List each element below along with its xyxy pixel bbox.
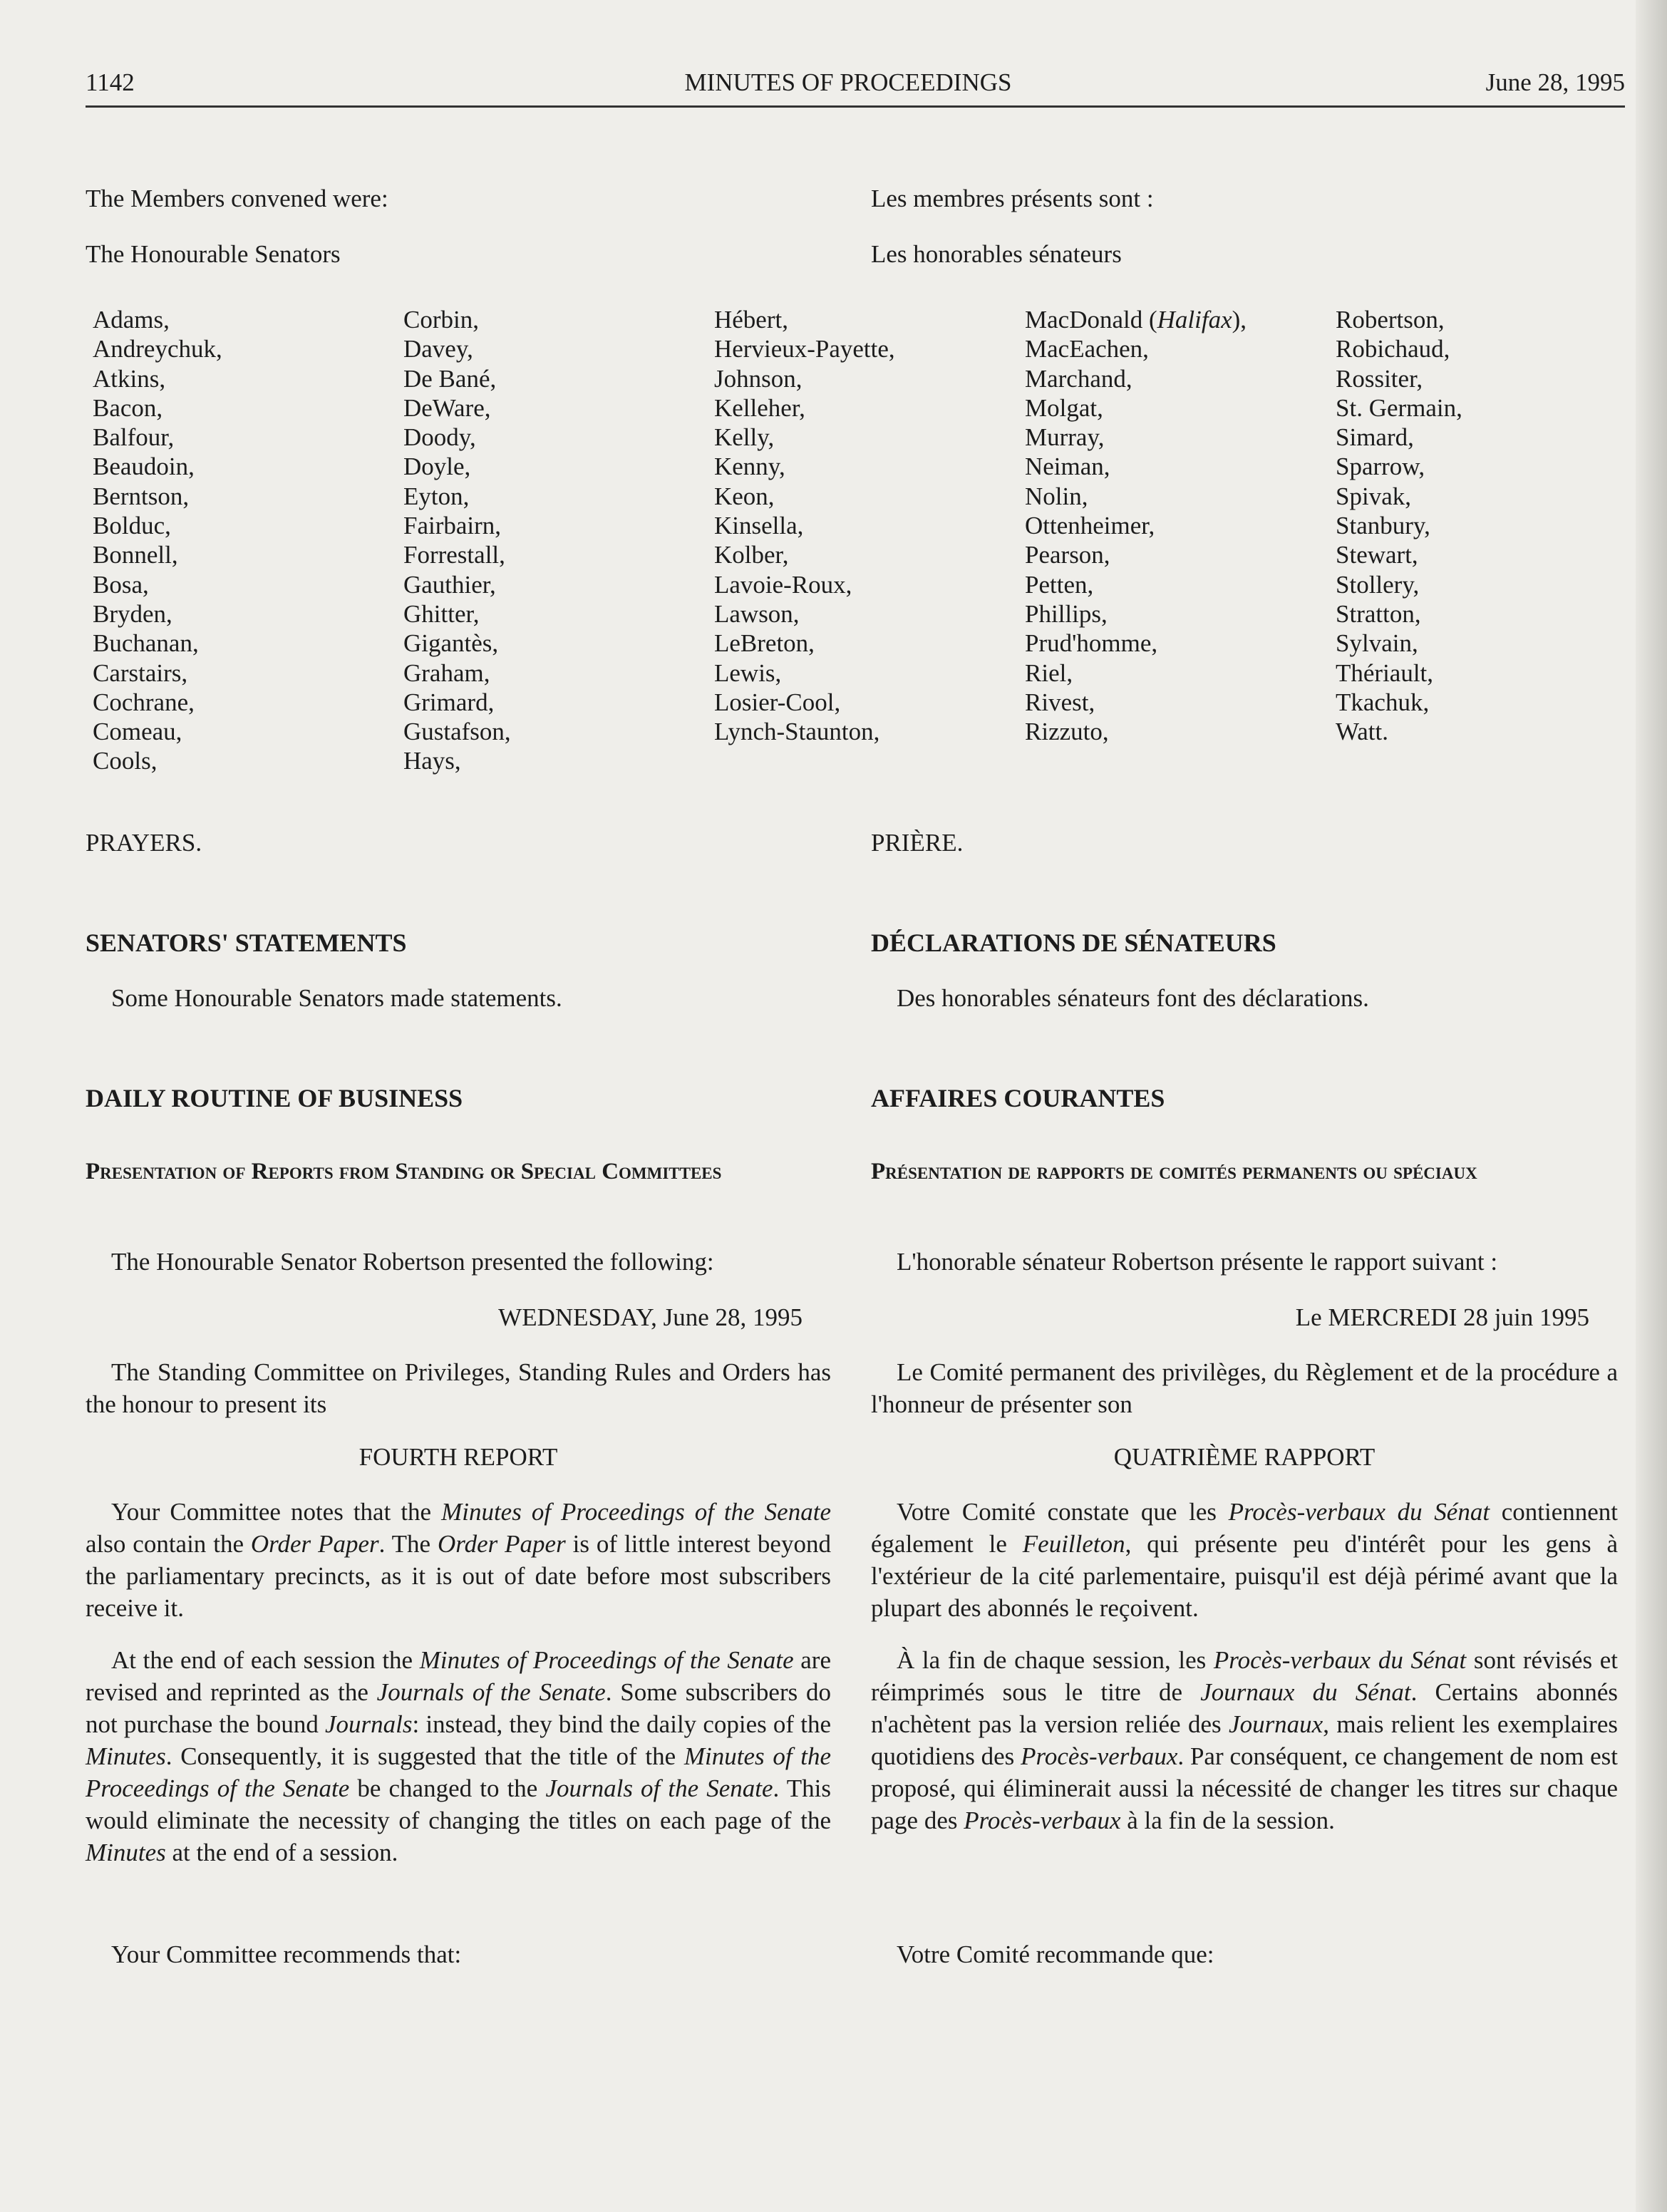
- presented-en: The Honourable Senator Robertson presented the following:: [111, 1248, 714, 1276]
- senator-column-4: [1025, 305, 1247, 746]
- senator-name: Fairbairn,: [403, 512, 502, 540]
- honourable-senators-fr: Les honorables sénateurs: [871, 240, 1122, 268]
- senator-name: Gustafson,: [403, 718, 511, 746]
- reports-heading-fr: Présentation de rapports de comités permanents ou spéciaux: [871, 1159, 1477, 1184]
- senator-name: Stewart,: [1336, 541, 1418, 569]
- senator-name: Bosa,: [93, 570, 149, 599]
- prayers-en: PRAYERS.: [86, 829, 202, 857]
- senator-name: Beaudoin,: [93, 453, 195, 481]
- paragraph-2-fr: À la fin de chaque session, les Procès-verbaux du Sénat sont révisés et réimprimés sous le titre de Journaux du Sénat. Certains abonnés n'achètent pas la version reliée des Journaux, mais relient les exemplaires quotidiens des Procès-verbaux. Par conséquent, ce changement de nom est proposé, qui éliminerait aussi la nécessité de changer les titres sur chaque page des Procès-verbaux à la fin de la session.: [871, 1646, 1619, 1834]
- senator-name: Rizzuto,: [1025, 718, 1109, 746]
- recommends-fr: Votre Comité recommande que:: [897, 1940, 1214, 1968]
- senator-name: Bryden,: [93, 599, 172, 628]
- senator-name: Kelly,: [714, 423, 775, 452]
- senator-name: Hervieux-Payette,: [714, 335, 895, 363]
- senator-name: Thériault,: [1336, 658, 1434, 687]
- senator-name: Ottenheimer,: [1025, 512, 1155, 540]
- committee-intro-fr: Le Comité permanent des privilèges, du Règlement et de la procédure a l'honneur de présenter son: [871, 1358, 1618, 1418]
- statements-text-fr: Des honorables sénateurs font des déclarations.: [897, 984, 1369, 1012]
- prayers-fr: PRIÈRE.: [871, 829, 964, 857]
- senator-name: Cools,: [93, 747, 158, 775]
- senator-name: Petten,: [1025, 570, 1094, 599]
- senator-name: Buchanan,: [93, 629, 199, 658]
- members-intro-fr: Les membres présents sont :: [871, 185, 1154, 212]
- senator-name: Stratton,: [1336, 599, 1421, 628]
- senator-name: [1025, 305, 1247, 334]
- page-edge-shadow: [1636, 0, 1667, 2212]
- senator-name: St. Germain,: [1336, 393, 1462, 422]
- senator-name: LeBreton,: [714, 629, 815, 658]
- senator-name: Balfour,: [93, 423, 175, 452]
- senator-name: Molgat,: [1025, 393, 1103, 422]
- senator-name: Spivak,: [1336, 482, 1411, 510]
- senator-name: Robichaud,: [1336, 335, 1450, 363]
- senator-name: Rossiter,: [1336, 364, 1423, 393]
- senator-column-5: [1336, 305, 1462, 746]
- senator-name: Nolin,: [1025, 482, 1088, 510]
- senator-name: Andreychuk,: [93, 335, 222, 363]
- senator-name: Simard,: [1336, 423, 1414, 452]
- statements-heading-fr: DÉCLARATIONS DE SÉNATEURS: [871, 929, 1276, 957]
- senator-name: Bolduc,: [93, 512, 171, 540]
- senator-name: Forrestall,: [403, 541, 505, 569]
- senator-name: Sparrow,: [1336, 453, 1425, 481]
- routine-heading-en: DAILY ROUTINE OF BUSINESS: [86, 1084, 463, 1112]
- paragraph-1-fr: Votre Comité constate que les Procès-verbaux du Sénat contiennent également le Feuilleton, qui présente peu d'intérêt pour les gens à l'extérieur de la cité parlementaire, puisqu'il est déjà périmé avant que la plupart des abonnés le reçoivent.: [871, 1498, 1618, 1622]
- committee-intro-en: The Standing Committee on Privileges, Standing Rules and Orders has the honour to present its: [86, 1358, 831, 1418]
- senator-name: Watt.: [1336, 718, 1388, 746]
- senator-name: Corbin,: [403, 306, 479, 334]
- page-date: June 28, 1995: [1485, 68, 1625, 96]
- statements-heading-en: SENATORS' STATEMENTS: [86, 929, 407, 957]
- senator-name: Lynch-Staunton,: [714, 718, 880, 746]
- paragraph-1-en: Your Committee notes that the Minutes of Proceedings of the Senate also contain the Order Paper. The Order Paper is of little interest beyond the parliamentary precincts, as it is out of date before most subscribers receive it.: [86, 1498, 831, 1622]
- senator-column-1: [93, 305, 222, 776]
- senator-name: Stollery,: [1336, 570, 1420, 599]
- senator-name: Neiman,: [1025, 453, 1110, 481]
- senator-name: Doyle,: [403, 453, 471, 481]
- routine-heading-fr: AFFAIRES COURANTES: [871, 1084, 1165, 1112]
- senator-name: Comeau,: [93, 718, 182, 746]
- senator-name: Kenny,: [714, 453, 785, 481]
- senator-name: Johnson,: [714, 364, 802, 393]
- senator-name: Carstairs,: [93, 658, 188, 687]
- senator-column-2: [403, 305, 511, 776]
- senator-name: Tkachuk,: [1336, 688, 1430, 716]
- senator-name: Lewis,: [714, 658, 782, 687]
- senator-name: Bonnell,: [93, 541, 178, 569]
- senator-name: DeWare,: [403, 393, 491, 422]
- senator-name: Stanbury,: [1336, 512, 1430, 540]
- senator-name: Eyton,: [403, 482, 470, 510]
- senator-name: Marchand,: [1025, 364, 1132, 393]
- honourable-senators-en: The Honourable Senators: [86, 240, 341, 268]
- reports-heading-en: Presentation of Reports from Standing or Special Committees: [86, 1159, 722, 1184]
- senator-name: Sylvain,: [1336, 629, 1418, 658]
- senator-name: Kinsella,: [714, 512, 804, 540]
- senator-name: Phillips,: [1025, 599, 1108, 628]
- senator-name: Rivest,: [1025, 688, 1095, 716]
- report-date-en: WEDNESDAY, June 28, 1995: [498, 1303, 802, 1331]
- senator-name: Atkins,: [93, 364, 166, 393]
- senator-name: Hébert,: [714, 306, 788, 334]
- members-intro-en: The Members convened were:: [86, 185, 388, 212]
- paragraph-2-en: At the end of each session the Minutes of Proceedings of the Senate are revised and reprinted as the Journals of the Senate. Some subscribers do not purchase the bound Journals: instead, they bind the daily copies of the Minutes. Consequently, it is suggested that the title of the Minutes of the Proceedings of the Senate be changed to the Journals of the Senate. This would eliminate the necessity of changing the titles on each page of the Minutes at the end of a session.: [86, 1646, 831, 1866]
- page-number: 1142: [86, 68, 135, 96]
- senator-name: Ghitter,: [403, 599, 480, 628]
- senator-name: Davey,: [403, 335, 473, 363]
- report-date-fr: Le MERCREDI 28 juin 1995: [1295, 1303, 1589, 1331]
- senator-name: Kelleher,: [714, 393, 805, 422]
- senator-name: Adams,: [93, 306, 170, 334]
- senator-name: De Bané,: [403, 364, 497, 393]
- senator-name: Losier-Cool,: [714, 688, 841, 716]
- senator-name: Lavoie-Roux,: [714, 570, 852, 599]
- senator-name: Cochrane,: [93, 688, 195, 716]
- senator-column-3: [714, 305, 895, 746]
- senator-name: MacEachen,: [1025, 335, 1149, 363]
- header-rule: [86, 105, 1625, 108]
- senator-name: Hays,: [403, 747, 461, 775]
- senator-name: Doody,: [403, 423, 476, 452]
- senator-name: Graham,: [403, 658, 490, 687]
- senator-name: Pearson,: [1025, 541, 1110, 569]
- senator-name-part: MacDonald (Halifax),: [1025, 306, 1247, 334]
- statements-text-en: Some Honourable Senators made statements.: [111, 984, 562, 1012]
- senator-name: Prud'homme,: [1025, 629, 1158, 658]
- presented-fr: L'honorable sénateur Robertson présente le rapport suivant :: [897, 1248, 1498, 1276]
- recommends-en: Your Committee recommends that:: [111, 1940, 462, 1968]
- page-title: MINUTES OF PROCEEDINGS: [684, 68, 1012, 96]
- senator-name: Bacon,: [93, 393, 163, 422]
- senator-name: Keon,: [714, 482, 775, 510]
- senator-name: Murray,: [1025, 423, 1105, 452]
- report-title-fr: QUATRIÈME RAPPORT: [1113, 1443, 1376, 1471]
- report-title-en: FOURTH REPORT: [358, 1443, 558, 1471]
- senator-name: Robertson,: [1336, 306, 1445, 334]
- senator-name: Gauthier,: [403, 570, 496, 599]
- senator-name: Lawson,: [714, 599, 800, 628]
- senator-name: Berntson,: [93, 482, 190, 510]
- senator-name: Kolber,: [714, 541, 789, 569]
- senator-name: Gigantès,: [403, 629, 499, 658]
- senator-name: Grimard,: [403, 688, 495, 716]
- senator-name: Riel,: [1025, 658, 1073, 687]
